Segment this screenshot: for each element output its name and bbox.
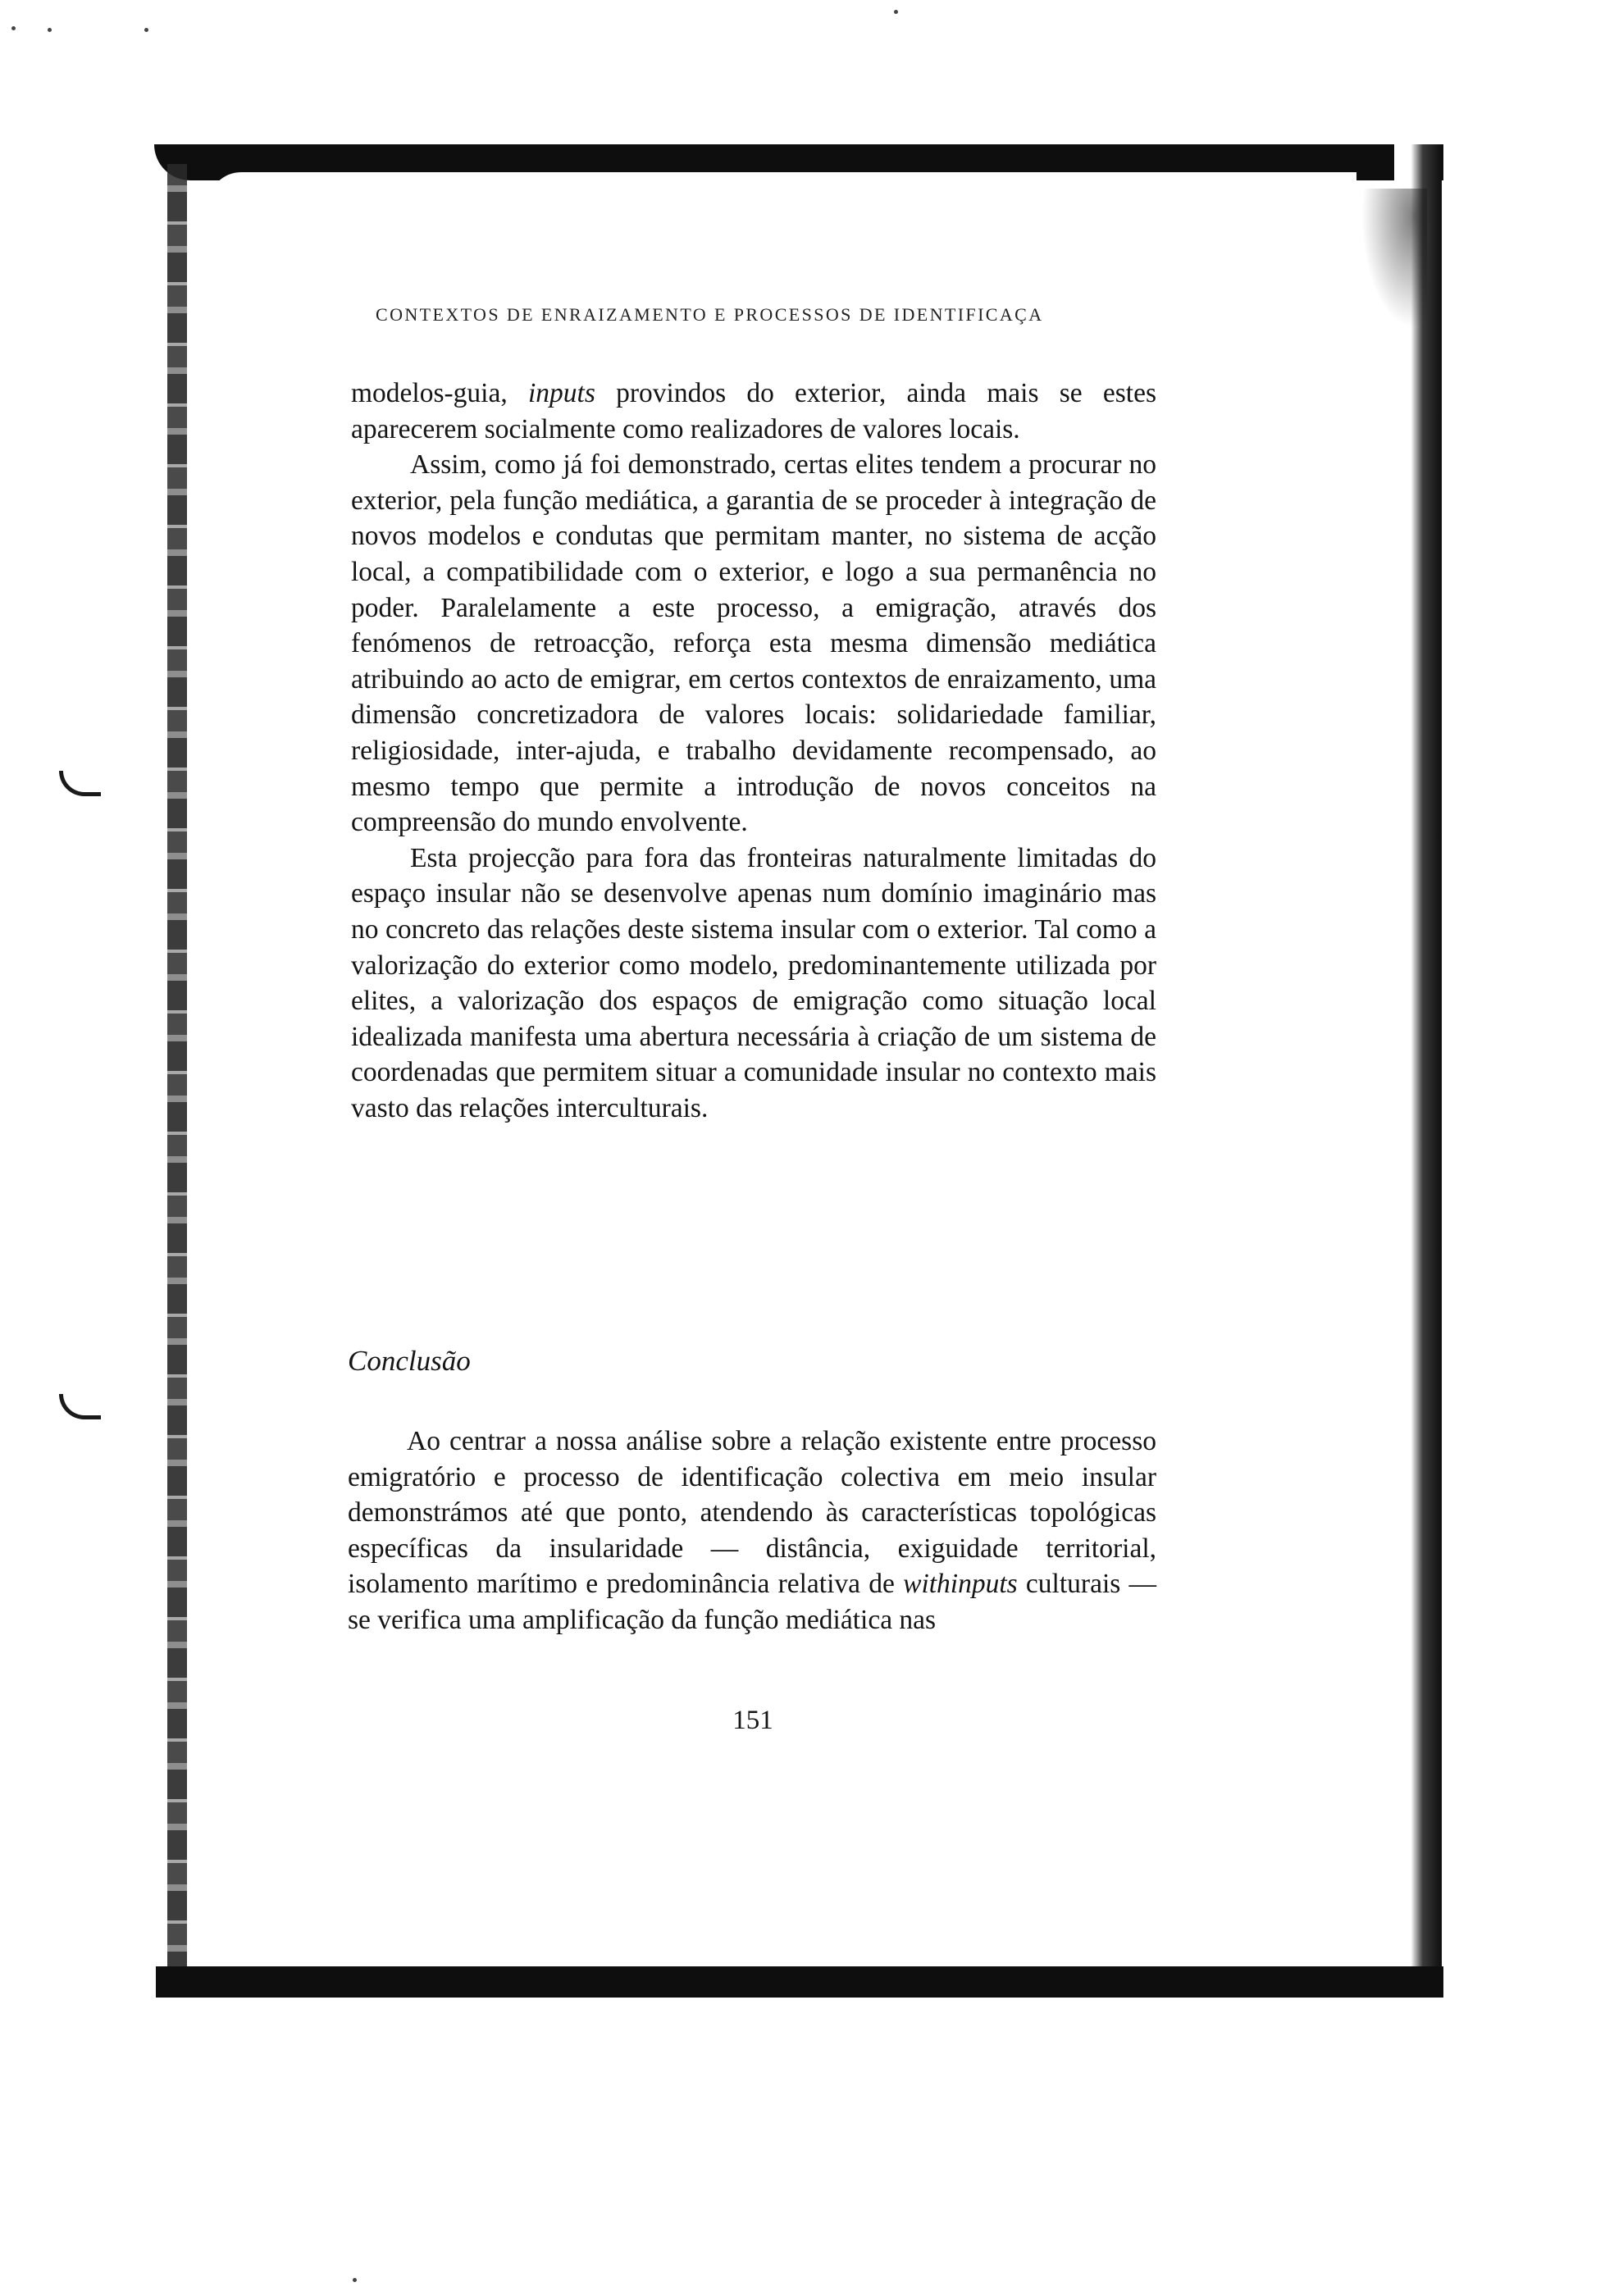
scan-dot (353, 2278, 357, 2282)
paragraph-text: Ao centrar a nossa análise sobre a relação existente entre processo emigratório e processo de identificação colectiva em meio insular demonstrámos até que ponto, atendendo às características topológicas específicas da insularidade — distância, exiguidade territorial, isolamento marítimo e predominância relativa de (348, 1426, 1156, 1600)
paragraph: Assim, como já foi demonstrado, certas elites tendem a procurar no exterior, pela função mediática, a garantia de se proceder à integração de novos modelos e condutas que permitam manter, no sistema de acção local, a compatibilidade com o exterior, e logo a sua permanência no poder. Paralelamente a este processo, a emigração, através dos fenómenos de retroacção, reforça esta mesma dimensão mediática atribuindo ao acto de emigrar, em certos contextos de enraizamento, uma dimensão concretizadora de valores locais: solidariedade familiar, religiosidade, inter-ajuda, e trabalho devidamente recompensado, ao mesmo tempo que permite a introdução de novos conceitos na compreensão do mundo envolvente. (351, 449, 1156, 838)
section-heading: Conclusão (348, 1345, 471, 1377)
conclusion-text (348, 1424, 1156, 1638)
scan-dot (894, 10, 898, 14)
scan-dot (144, 28, 148, 32)
paragraph: Esta projecção para fora das fronteiras naturalmente limitadas do espaço insular não se desenvolve apenas num domínio imaginário mas no concreto das relações deste sistema insular com o exterior. Tal como a valorização do exterior como modelo, predominantemente utilizada por elites, a valorização dos espaços de emigração como situação local idealizada manifesta uma abertura necessária à criação de um sistema de coordenadas que permitem situar a comunidade insular no contexto mais vasto das relações interculturais. (351, 842, 1156, 1123)
paragraph-text: culturais — se verifica uma amplificação da função mediática nas (348, 1569, 1157, 1635)
body-text (351, 376, 1156, 1126)
scan-frame-top-inner (208, 172, 1356, 205)
page-number: 151 (732, 1706, 773, 1735)
margin-mark (59, 1394, 101, 1419)
paragraph (348, 1424, 1156, 1638)
scan-frame-right (1394, 144, 1442, 1989)
scan-frame-left (167, 164, 187, 1968)
scan-frame-bottom (156, 1966, 1443, 1998)
scan-dot (48, 28, 52, 32)
margin-mark (59, 771, 101, 796)
paragraph-text: provindos do exterior, ainda mais se estes aparecerem socialmente como realizadores de valores locais. (351, 378, 1156, 444)
paragraph-text: modelos-guia, (351, 378, 528, 408)
paragraph (351, 376, 1156, 447)
italic-term: inputs (527, 378, 595, 408)
running-head: CONTEXTOS DE ENRAIZAMENTO E PROCESSOS DE IDENTIFICAÇA (376, 304, 1044, 325)
scan-dot (11, 26, 16, 30)
italic-term: withinputs (903, 1569, 1018, 1600)
